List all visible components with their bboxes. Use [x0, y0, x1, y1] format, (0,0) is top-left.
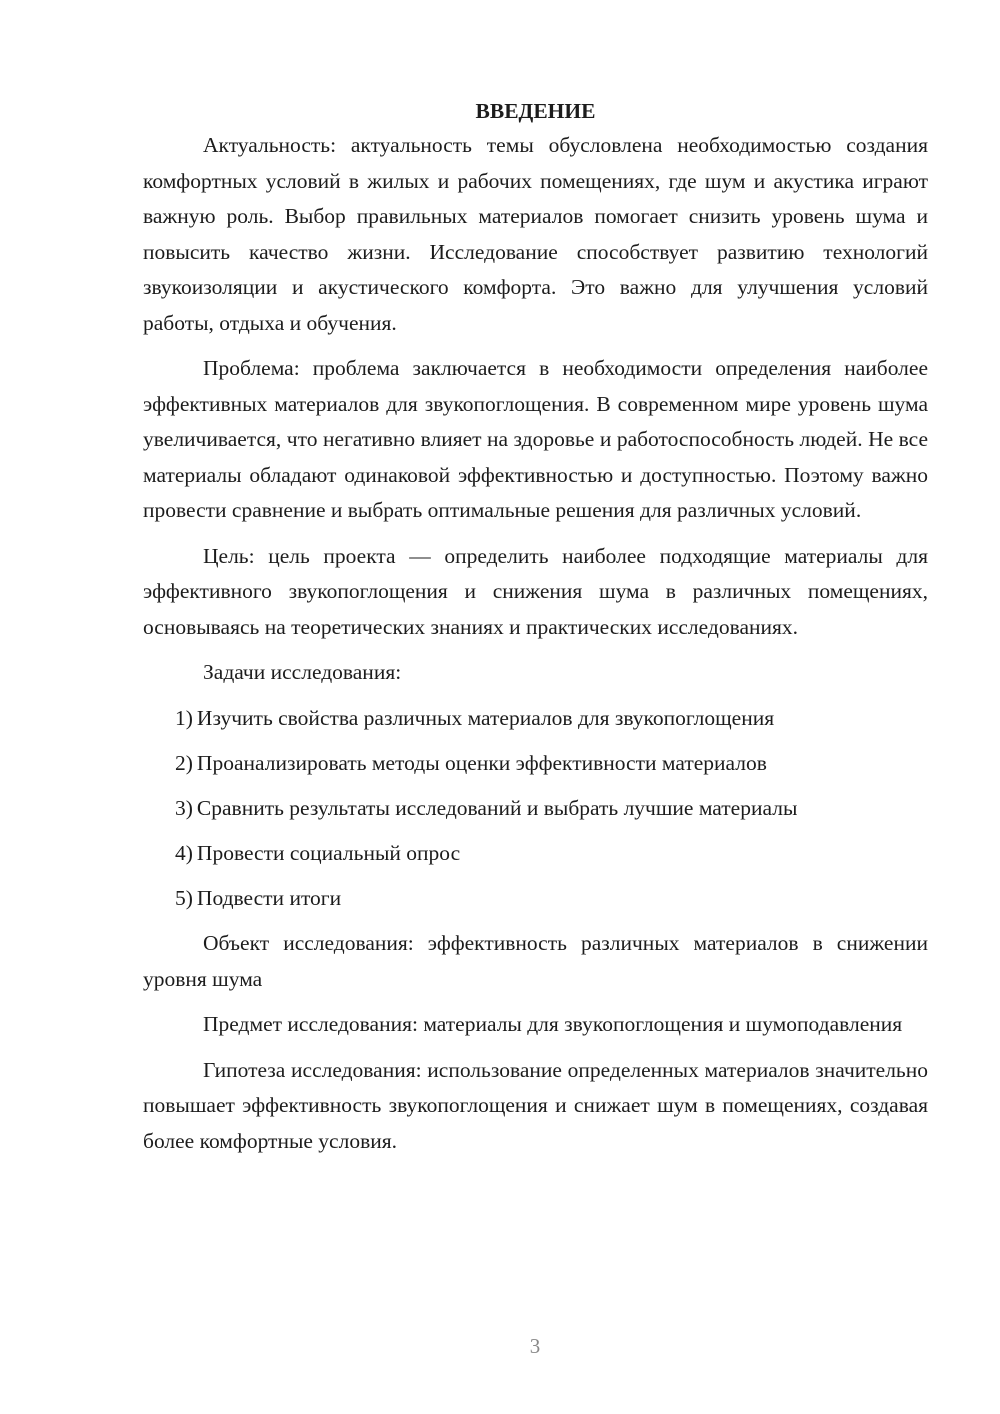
list-item — [143, 791, 928, 827]
task-number: 5) — [175, 885, 193, 910]
list-item — [143, 746, 928, 782]
task-number: 3) — [175, 795, 193, 820]
list-item — [143, 881, 928, 917]
task-text: Провести социальный опрос — [196, 840, 461, 865]
tasks-list — [143, 701, 928, 917]
paragraph-problem: Проблема: проблема заключается в необходимости определения наиболее эффективных материалов для звукопоглощения. В современном мире уровень шума увеличивается, что негативно влияет на здоровье и работоспособность людей. Не все материалы обладают одинаковой эффективностью и доступностью. Поэтому важно провести сравнение и выбрать оптимальные решения для различных условий. — [143, 356, 928, 522]
paragraph-goal: Цель: цель проекта — определить наиболее подходящие материалы для эффективного звукопоглощения и снижения шума в различных помещениях, основываясь на теоретических знаниях и практических исследованиях. — [143, 543, 928, 639]
paragraph-subject: Предмет исследования: материалы для звукопоглощения и шумоподавления — [203, 1012, 903, 1036]
task-text: Подвести итоги — [196, 885, 342, 910]
task-number: 4) — [175, 840, 193, 865]
paragraph-hypothesis: Гипотеза исследования: использование определенных материалов значительно повышает эффективность звукопоглощения и снижает шум в помещениях, создавая более комфортные условия. — [143, 1057, 928, 1153]
task-number: 1) — [175, 705, 193, 730]
paragraph-object: Объект исследования: эффективность различных материалов в снижении уровня шума — [143, 931, 928, 991]
section-heading: ВВЕДЕНИЕ — [475, 99, 596, 123]
paragraph-relevance: Актуальность: актуальность темы обусловлена необходимостью создания комфортных условий в жилых и рабочих помещениях, где шум и акустика играют важную роль. Выбор правильных материалов помогает снизить уровень шума и повысить качество жизни. Исследование способствует развитию технологий звукоизоляции и акустического комфорта. Это важно для улучшения условий работы, отдыха и обучения. — [143, 133, 928, 335]
list-item — [143, 701, 928, 737]
list-item — [143, 836, 928, 872]
page-number: 3 — [529, 1334, 541, 1358]
task-number: 2) — [175, 750, 193, 775]
tasks-title: Задачи исследования: — [203, 660, 402, 684]
task-text: Изучить свойства различных материалов для звукопоглощения — [196, 705, 775, 730]
page-content — [143, 96, 928, 1169]
task-text: Проанализировать методы оценки эффективности материалов — [196, 750, 767, 775]
task-text: Сравнить результаты исследований и выбрать лучшие материалы — [196, 795, 798, 820]
